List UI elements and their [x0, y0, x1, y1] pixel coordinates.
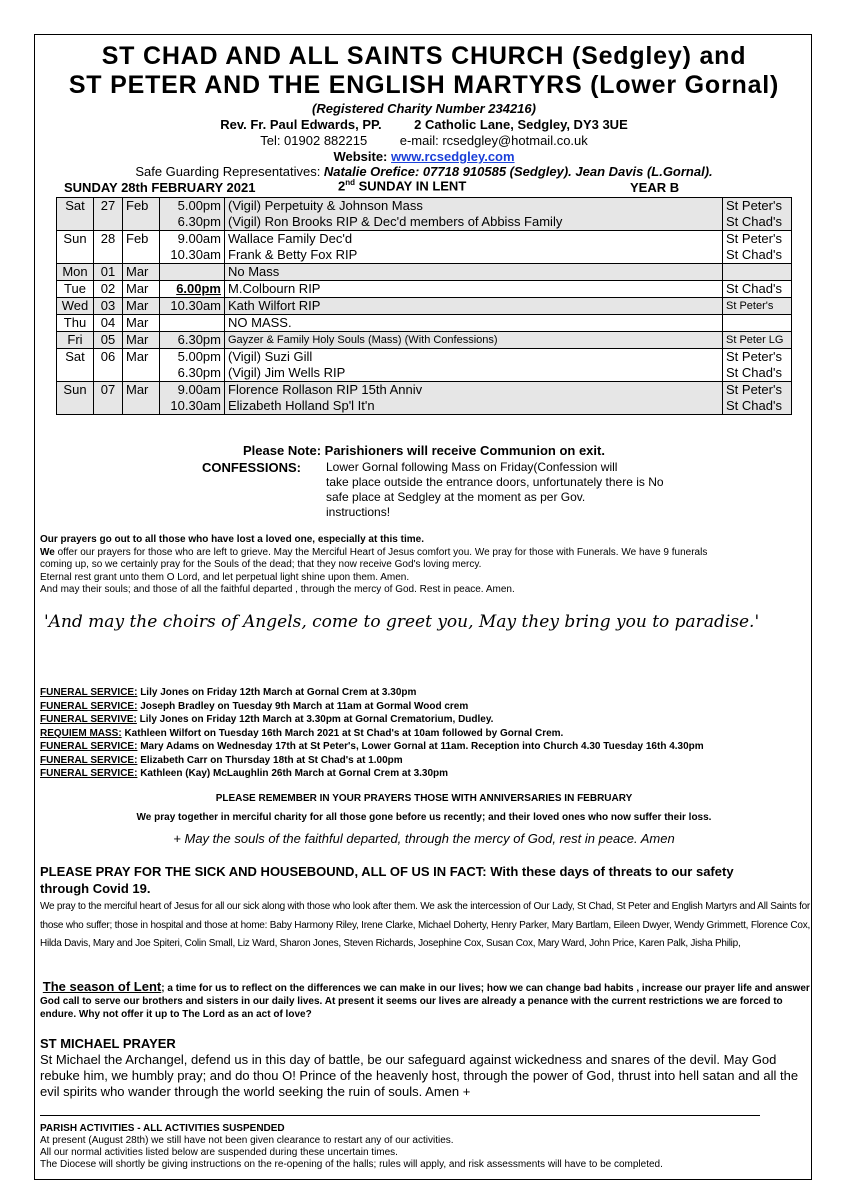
liturgical-year: YEAR B [630, 180, 680, 195]
website-label: Website: [333, 149, 391, 164]
activities-line-1: At present (August 28th) we still have not been given clearance to restart any of our activities. [40, 1135, 454, 1146]
confessions-text [326, 460, 664, 520]
lent-section [40, 980, 810, 1021]
month-cell: Mar [123, 332, 160, 349]
day-cell: Mon [57, 264, 94, 281]
email: e-mail: rcsedgley@hotmail.co.uk [399, 133, 588, 148]
time-cell [160, 349, 225, 382]
safeguarding-label: Safe Guarding Representatives: [135, 164, 324, 179]
funeral-item [40, 713, 704, 727]
prayers-line-4: Eternal rest grant unto them O Lord, and let perpetual light shine upon them. Amen. [40, 571, 410, 583]
location-cell-line: St Peter's [726, 382, 782, 397]
date-cell: 04 [94, 315, 123, 332]
st-michael-heading: ST MICHAEL PRAYER [40, 1036, 176, 1051]
activities-line-3: The Diocese will shortly be giving instructions on the re-opening of the halls; rules will apply, and risk assessments will have to be completed. [40, 1159, 663, 1170]
angels-quote: 'And may the choirs of Angels, come to greet you, May they bring you to paradise.' [44, 612, 760, 632]
website-link[interactable]: www.rcsedgley.com [391, 149, 515, 164]
location-cell-line: St Chad's [726, 281, 782, 296]
sunday-of-lent [338, 178, 466, 193]
location-cell-line: St Chad's [726, 398, 782, 413]
funeral-item [40, 700, 704, 714]
intention-cell-line: NO MASS. [228, 315, 292, 330]
funeral-item [40, 727, 704, 741]
date-cell: 02 [94, 281, 123, 298]
month-cell: Mar [123, 264, 160, 281]
schedule-row [57, 382, 792, 415]
location-cell [723, 231, 792, 264]
confessions-line: Lower Gornal following Mass on Friday(Confession will [326, 460, 618, 474]
funeral-label: FUNERAL SERVICE: [40, 741, 138, 752]
funeral-label: FUNERAL SERVICE: [40, 700, 138, 712]
telephone: Tel: 01902 882215 [260, 133, 368, 148]
funeral-label: FUNERAL SERVICE: [40, 687, 138, 698]
funeral-details: Elizabeth Carr on Thursday 18th at St Chad's at 1.00pm [137, 754, 403, 766]
time-cell [160, 281, 225, 298]
funeral-details: Joseph Bradley on Tuesday 9th March at 11am at Gormal Wood crem [137, 700, 469, 712]
funeral-item [40, 767, 704, 781]
church-title-line-1: ST CHAD AND ALL SAINTS CHURCH (Sedgley) and [101, 42, 747, 70]
month-cell: Mar [123, 298, 160, 315]
mass-schedule-table [56, 197, 792, 415]
month-cell: Mar [123, 315, 160, 332]
funeral-item [40, 740, 704, 754]
schedule-row [57, 198, 792, 231]
location-cell-line: St Chad's [726, 365, 782, 380]
date-cell: 05 [94, 332, 123, 349]
location-cell-line: St Peter's [726, 231, 782, 246]
funeral-item [40, 686, 704, 700]
month-cell: Mar [123, 349, 160, 382]
time-cell-line: 6.30pm [177, 214, 221, 229]
lent-title: The season of Lent [42, 979, 162, 994]
funeral-label: REQUIEM MASS: [40, 727, 122, 739]
funeral-list [40, 686, 704, 781]
day-cell: Tue [57, 281, 94, 298]
time-cell-line: 6.00pm [176, 281, 221, 296]
time-cell-line: 6.30pm [177, 365, 221, 380]
date-cell: 07 [94, 382, 123, 415]
month-cell: Mar [123, 382, 160, 415]
day-cell: Fri [57, 332, 94, 349]
day-cell: Thu [57, 315, 94, 332]
sunday-number: 2 [338, 178, 346, 194]
prayers-intro: Our prayers go out to all those who have lost a loved one, especially at this time. [40, 534, 424, 545]
contact-line [0, 133, 848, 148]
sick-heading [40, 863, 734, 897]
schedule-row [57, 349, 792, 382]
funeral-details: Lily Jones on Friday 12th March at 3.30pm at Gornal Crematorium, Dudley. [136, 714, 494, 725]
intention-cell-line: M.Colbourn RIP [228, 281, 321, 296]
date-cell: 06 [94, 349, 123, 382]
location-cell-line: St Peter LG [726, 334, 784, 346]
schedule-row [57, 315, 792, 332]
prayers-line-2-text: offer our prayers for those who are left to grieve. May the Merciful Heart of Jesus comfort you. We pray for those with Funerals. We have 9 funerals [54, 546, 708, 558]
location-cell-line: St Chad's [726, 214, 782, 229]
schedule-row [57, 298, 792, 315]
day-cell: Sat [57, 198, 94, 231]
activities-section [40, 1123, 663, 1171]
location-cell-line: St Peter's [726, 300, 774, 312]
time-cell-line: 5.00pm [177, 349, 221, 364]
funeral-details: Kathleen (Kay) McLaughlin 26th March at Gornal Crem at 3.30pm [137, 768, 449, 779]
faithful-departed-prayer: + May the souls of the faithful departed, through the mercy of God, rest in peace. Amen [173, 831, 675, 846]
date-cell: 03 [94, 298, 123, 315]
prayers-line-5: And may their souls; and those of all the faithful departed , through the mercy of God. Rest in peace. Amen. [40, 584, 515, 595]
location-cell [723, 332, 792, 349]
anniversaries-heading: PLEASE REMEMBER IN YOUR PRAYERS THOSE WITH ANNIVERSARIES IN FEBRUARY [215, 793, 633, 804]
safeguarding-names: Natalie Orefice: 07718 910585 (Sedgley). Jean Davis (L.Gornal). [323, 164, 713, 179]
prayers-we: We [40, 546, 55, 558]
safeguarding-line [0, 164, 848, 179]
intention-cell [225, 231, 723, 264]
month-cell: Feb [123, 198, 160, 231]
time-cell [160, 315, 225, 332]
time-cell-line: 10.30am [170, 298, 221, 313]
intention-cell-line: Frank & Betty Fox RIP [228, 247, 358, 262]
schedule-row [57, 332, 792, 349]
charity-number: (Registered Charity Number 234216) [312, 101, 536, 116]
church-address: 2 Catholic Lane, Sedgley, DY3 3UE [414, 117, 628, 132]
activities-line-2: All our normal activities listed below are suspended during these uncertain times. [40, 1147, 398, 1158]
location-cell [723, 315, 792, 332]
day-cell: Sat [57, 349, 94, 382]
activities-heading: PARISH ACTIVITIES - ALL ACTIVITIES SUSPENDED [40, 1123, 285, 1134]
time-cell-line: 10.30am [170, 398, 221, 413]
intention-cell-line: Wallace Family Dec'd [228, 231, 353, 246]
time-cell [160, 198, 225, 231]
day-cell: Wed [57, 298, 94, 315]
location-cell [723, 382, 792, 415]
time-cell [160, 332, 225, 349]
funeral-label: FUNERAL SERVIVE: [40, 714, 137, 725]
communion-note: Please Note: Parishioners will receive Communion on exit. [243, 443, 605, 458]
intention-cell [225, 315, 723, 332]
schedule-row [57, 231, 792, 264]
time-cell [160, 298, 225, 315]
intention-cell [225, 298, 723, 315]
intention-cell [225, 382, 723, 415]
intention-cell [225, 349, 723, 382]
lent-text: ; a time for us to reflect on the differences we can make in our lives; how we can change bad habits , increase our prayer life and answer God call to serve our brothers and sisters in our daily lives. At present it seems our lives are already a penance with the current restrictions we are forced to endure. Why not offer it up to The Lord as an act of love? [40, 983, 810, 1020]
confessions-label: CONFESSIONS: [202, 460, 301, 475]
priest-address-line [0, 117, 848, 132]
time-cell-line: 10.30am [170, 247, 221, 262]
intention-cell-line: No Mass [228, 264, 280, 279]
date-cell: 28 [94, 231, 123, 264]
date-cell: 01 [94, 264, 123, 281]
sunday-date: SUNDAY 28th FEBRUARY 2021 [64, 180, 256, 195]
intention-cell-line: Kath Wilfort RIP [228, 298, 321, 313]
sick-heading-line-2: through Covid 19. [40, 881, 151, 896]
location-cell-line: St Chad's [726, 247, 782, 262]
intention-cell [225, 332, 723, 349]
time-cell-line: 5.00pm [177, 198, 221, 213]
location-cell-line: St Peter's [726, 198, 782, 213]
prayers-section [40, 534, 810, 597]
sick-list: We pray to the merciful heart of Jesus for all our sick along with those who look after them. We ask the intercession of Our Lady, St Chad, St Peter and English Martyrs and All Saints for those who suffer; those in hospital and those at home: Baby Harmony Riley, Irene Clarke, Michael Doherty, Henry Parker, Mary Bartlam, Eileen Dwyer, Wendy Grimmett, Florence Cox, Hilda Davis, Mary and Joe Spiteri, Colin Small, Liz Ward, Sharon Jones, Steven Richards, Josephine Cox, Susan Cox, Mary Ward, John Price, Karen Palk, Jisha Philip, [40, 901, 810, 949]
sunday-suffix: nd [345, 178, 356, 187]
location-cell-line: St Peter's [726, 349, 782, 364]
time-cell [160, 231, 225, 264]
priest-name: Rev. Fr. Paul Edwards, PP. [220, 117, 382, 132]
church-title-line-2: ST PETER AND THE ENGLISH MARTYRS (Lower Gornal) [68, 71, 780, 99]
st-michael-prayer: St Michael the Archangel, defend us in this day of battle, be our safeguard against wickedness and snares of the devil. May God rebuke him, we humbly pray; and do thou O! Prince of the heavenly host, through the power of God, thrust into hell satan and all the evil spirits who wander through the world seeking the ruin of souls. Amen + [40, 1052, 799, 1099]
intention-cell-line: (Vigil) Jim Wells RIP [228, 365, 346, 380]
funeral-details: Mary Adams on Wednesday 17th at St Peter's, Lower Gornal at 11am. Reception into Church 4.30 Tuesday 16th 4.30pm [137, 741, 704, 752]
location-cell [723, 281, 792, 298]
intention-cell-line: (Vigil) Suzi Gill [228, 349, 313, 364]
time-cell [160, 382, 225, 415]
funeral-label: FUNERAL SERVICE: [40, 754, 138, 766]
schedule-row [57, 281, 792, 298]
location-cell [723, 349, 792, 382]
location-cell [723, 264, 792, 281]
intention-cell-line: Elizabeth Holland Sp'l It'n [228, 398, 375, 413]
schedule-row [57, 264, 792, 281]
intention-cell-line: Gayzer & Family Holy Souls (Mass) (With Confessions) [228, 334, 498, 346]
prayers-line-3: coming up, so we certainly pray for the Souls of the dead; that they now receive God's loving mercy. [40, 559, 482, 570]
anniversaries-prayer: We pray together in merciful charity for all those gone before us recently; and their loved ones who now suffer their loss. [136, 812, 712, 823]
location-cell [723, 198, 792, 231]
intention-cell [225, 281, 723, 298]
confessions-line: safe place at Sedgley at the moment as per Gov. [326, 490, 586, 504]
confessions-line: instructions! [326, 505, 391, 519]
intention-cell [225, 264, 723, 281]
month-cell: Mar [123, 281, 160, 298]
funeral-details: Kathleen Wilfort on Tuesday 16th March 2021 at St Chad's at 10am followed by Gornal Crem. [121, 727, 564, 739]
time-cell-line: 9.00am [177, 382, 221, 397]
divider [40, 1115, 760, 1116]
intention-cell-line: Florence Rollason RIP 15th Anniv [228, 382, 423, 397]
time-cell [160, 264, 225, 281]
funeral-details: Lily Jones on Friday 12th March at Gornal Crem at 3.30pm [137, 687, 417, 698]
intention-cell-line: (Vigil) Perpetuity & Johnson Mass [228, 198, 423, 213]
confessions-line: take place outside the entrance doors, unfortunately there is No [326, 475, 664, 489]
sunday-name: SUNDAY IN LENT [355, 178, 467, 194]
intention-cell [225, 198, 723, 231]
prayers-line-2 [40, 547, 810, 560]
day-cell: Sun [57, 231, 94, 264]
sick-heading-line-1: PLEASE PRAY FOR THE SICK AND HOUSEBOUND, ALL OF US IN FACT: With these days of threats to our safety [40, 864, 734, 879]
funeral-item [40, 754, 704, 768]
day-cell: Sun [57, 382, 94, 415]
time-cell-line: 9.00am [177, 231, 221, 246]
website-line [0, 149, 848, 164]
month-cell: Feb [123, 231, 160, 264]
intention-cell-line: (Vigil) Ron Brooks RIP & Dec'd members of Abbiss Family [228, 214, 563, 229]
time-cell-line: 6.30pm [177, 332, 221, 347]
date-cell: 27 [94, 198, 123, 231]
location-cell [723, 298, 792, 315]
funeral-label: FUNERAL SERVICE: [40, 768, 138, 779]
